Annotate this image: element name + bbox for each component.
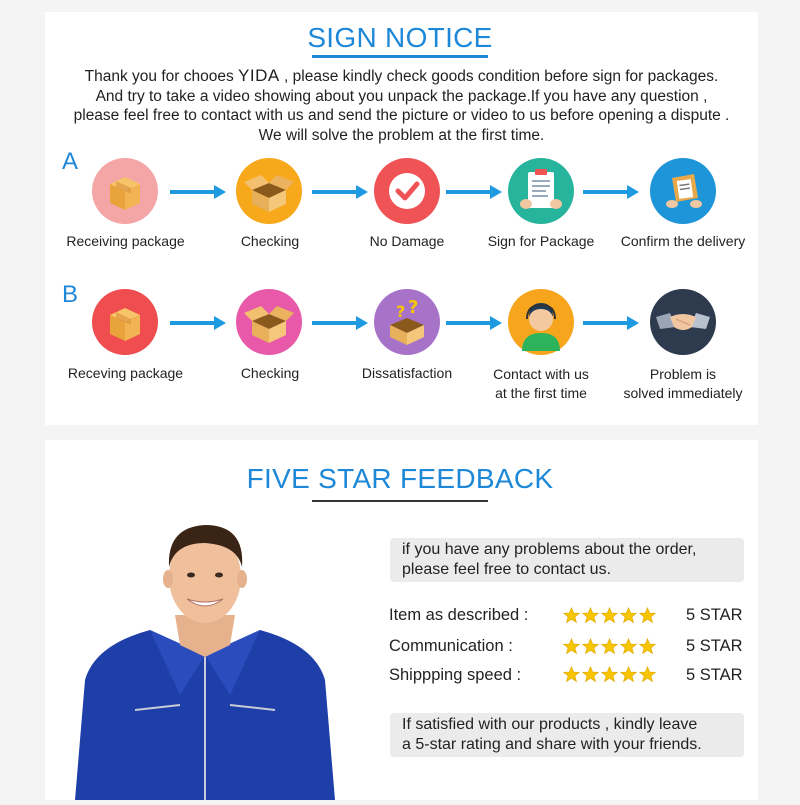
process-a-letter: A	[62, 148, 79, 175]
step-a5-circle	[650, 158, 716, 224]
contact-bubble-line-1: if you have any problems about the order,	[402, 541, 697, 558]
rating-label-item-described: Item as described :	[389, 606, 529, 624]
star-icon	[639, 666, 656, 683]
arrow-icon	[446, 185, 502, 199]
step-a2-label: Checking	[240, 233, 300, 249]
step-b2-circle	[236, 289, 302, 355]
step-a1-label: Receiving package	[66, 233, 185, 249]
process-b-letter: B	[62, 281, 79, 308]
step-a2-circle	[236, 158, 302, 224]
step-b3-circle	[374, 289, 440, 355]
star-icon	[582, 607, 599, 624]
step-a3-circle	[374, 158, 440, 224]
rating-value-item-described: 5 STAR	[686, 606, 743, 624]
feedback-underline	[312, 500, 488, 502]
step-a3-label: No Damage	[369, 233, 445, 249]
share-bubble-line-1: If satisfied with our products , kindly leave	[402, 716, 698, 733]
notice-line-3: please feel free to contact with us and send the picture or video to us before opening a dispute .	[73, 107, 730, 124]
sign-notice-underline	[312, 55, 488, 58]
rating-stars-shipping-speed	[563, 666, 656, 683]
package-icon	[92, 158, 158, 224]
rating-label-shipping-speed: Shippping speed :	[389, 666, 522, 684]
delivery-confirm-icon	[650, 158, 716, 224]
sign-notice-title: SIGN NOTICE	[307, 22, 493, 53]
star-icon	[601, 607, 618, 624]
step-b4-label-line-2: at the first time	[495, 385, 587, 401]
arrow-icon	[583, 316, 639, 330]
step-a4-label: Sign for Package	[487, 233, 595, 249]
notice-line-1-end: , please kindly check goods condition before sign for packages.	[279, 68, 719, 85]
notice-line-2: And try to take a video showing about you unpack the package.If you have any question ,	[95, 87, 708, 105]
star-icon	[563, 607, 580, 624]
arrow-icon	[170, 185, 226, 199]
checkmark-icon	[374, 158, 440, 224]
star-icon	[582, 666, 599, 683]
step-a5-label: Confirm the delivery	[620, 233, 746, 249]
step-b4-label	[479, 365, 603, 403]
star-icon	[620, 607, 637, 624]
open-box-icon	[236, 289, 302, 355]
step-b4-circle	[508, 289, 574, 355]
step-b1-label: Receving package	[67, 365, 184, 381]
open-box-icon	[236, 158, 302, 224]
svg-text:?: ?	[408, 297, 419, 318]
share-rating-bubble	[390, 713, 744, 757]
star-icon	[620, 638, 637, 655]
contact-us-bubble	[390, 538, 744, 582]
star-icon	[601, 638, 618, 655]
feedback-title: FIVE STAR FEEDBACK	[246, 463, 554, 494]
clipboard-sign-icon	[508, 158, 574, 224]
contact-bubble-line-2: please feel free to contact us.	[402, 561, 612, 578]
sign-notice-text	[45, 66, 758, 145]
star-icon	[582, 638, 599, 655]
notice-line-4: We will solve the problem at the first time.	[258, 126, 545, 144]
arrow-icon	[583, 185, 639, 199]
handshake-icon	[650, 289, 716, 355]
star-icon	[639, 638, 656, 655]
rating-value-communication: 5 STAR	[686, 637, 743, 655]
rating-value-shipping-speed: 5 STAR	[686, 666, 743, 684]
step-b5-label-line-2: solved immediately	[623, 385, 743, 401]
star-icon	[620, 666, 637, 683]
package-icon	[92, 289, 158, 355]
star-icon	[601, 666, 618, 683]
step-b5-circle	[650, 289, 716, 355]
share-bubble-line-2: a 5-star rating and share with your friends.	[402, 736, 702, 753]
arrow-icon	[170, 316, 226, 330]
arrow-icon	[312, 185, 368, 199]
arrow-icon	[446, 316, 502, 330]
star-icon	[639, 607, 656, 624]
step-b2-label: Checking	[240, 365, 300, 381]
step-a4-circle	[508, 158, 574, 224]
brand-name: YIDA	[238, 66, 280, 85]
question-box-icon	[374, 289, 440, 355]
notice-line-1-start: Thank you for chooes	[84, 68, 239, 85]
step-b3-label: Dissatisfaction	[361, 365, 453, 381]
star-icon	[563, 638, 580, 655]
svg-text:?: ?	[396, 302, 406, 321]
rating-stars-communication	[563, 638, 656, 655]
notice-line-1	[45, 66, 758, 87]
star-icon	[563, 666, 580, 683]
rating-stars-item-described	[563, 607, 656, 624]
support-agent-icon	[508, 289, 574, 355]
step-b4-label-line-1: Contact with us	[493, 366, 589, 382]
rating-label-communication: Communication :	[389, 637, 513, 655]
arrow-icon	[312, 316, 368, 330]
step-a1-circle	[92, 158, 158, 224]
step-b5-label	[608, 365, 758, 403]
support-person-photo	[55, 505, 355, 800]
step-b1-circle	[92, 289, 158, 355]
step-b5-label-line-1: Problem is	[649, 366, 717, 382]
